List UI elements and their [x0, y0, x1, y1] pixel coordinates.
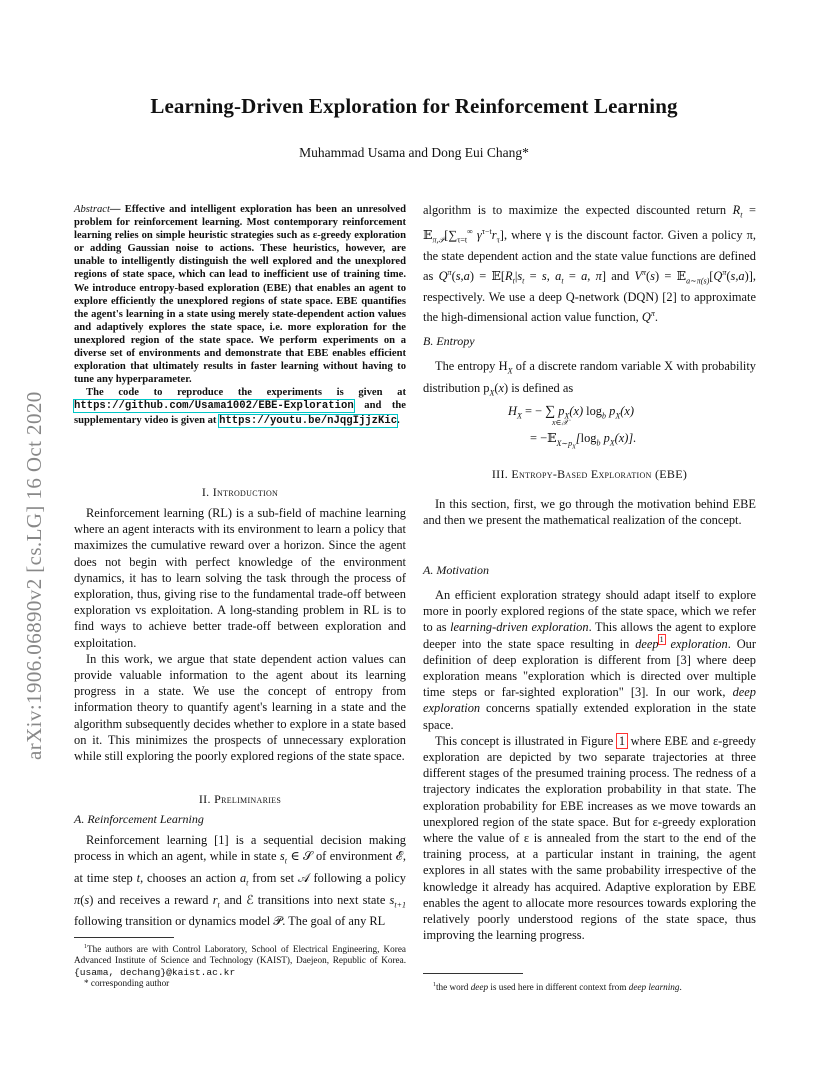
rl-text: following a policy: [309, 870, 406, 885]
section-number: II.: [198, 792, 211, 806]
rl-text: and: [219, 892, 247, 907]
abstract: [74, 203, 406, 428]
subsection-reinforcement-learning: A. Reinforcement Learning: [74, 812, 204, 826]
entropy-text: The entropy H: [435, 359, 508, 373]
footnote-deep: [423, 980, 756, 993]
code-text: The code to reproduce the experiments is given at: [86, 387, 406, 399]
footnote-affiliation: [74, 942, 406, 989]
footnote-emphasis: deep learning: [628, 982, 680, 993]
rl-text: of environment: [315, 849, 396, 864]
footnote-email: {usama, dechang}@kaist.ac.kr: [74, 966, 236, 978]
entropy-paragraph: The entropy $H_X$ of a discrete random variable X with probability distribution $p_X(x)$ is defined as: [423, 359, 757, 398]
rl-text: transitions into next state: [253, 892, 390, 907]
figure-ref-link[interactable]: 1: [618, 733, 626, 748]
entropy-equation: $H_X$ = − ∑ $p_X(x)$ $\log_b p_X(x)$ x∈𝒳 = $-𝔼_{X\sim p_X}[\log_b$ $p_X(x)$].: [508, 404, 637, 451]
rl-text: , where γ is the discount factor. Given a policy π, the state dependent action and the state value functions are defined as: [423, 227, 756, 283]
footnote-text: is used here in different context from: [488, 982, 629, 993]
entropy-text: is defined as: [508, 380, 574, 395]
motivation-text: . Our definition of deep exploration is different from [3] where deep exploration means "exploration which is directed over multiple time steps or far-sighted exploration" [3]. In our work,: [423, 636, 756, 700]
subsection-motivation: A. Motivation: [423, 563, 489, 577]
rl-text: , respectively. We use a deep Q-network (DQN) [2] to approximate the high-dimensional action value function,: [423, 268, 756, 324]
rl-text: . The goal of any RL: [282, 914, 386, 929]
footnote-rule: [423, 973, 523, 974]
motivation-emphasis: deep exploration: [423, 685, 756, 716]
motivation-text: where EBE and ε-greedy exploration are depicted by two separate trajectories at three different stages of the presumed training process. The redness of a trajectory indicates the exploration probability in that state. The exploration probability for EBE increases as we move towards an unexplored region of the state space. But for ε-greedy exploration where the value of ε is annealed from the start to the end of the training process, at a particular instant in training, the agent explores in all states with the same probability irrespective of the knowledge it already has acquired. Adaptive exploration by EBE enables the agent to allocate more resources towards exploring the relatively poorly understood regions of the state space, thus improving the learning progress.: [423, 733, 756, 943]
footnote-text: .: [679, 982, 682, 993]
motivation-body: [423, 587, 756, 943]
rl-text: , chooses an action: [140, 870, 240, 885]
section-heading-preliminaries: [74, 792, 406, 807]
section-number: I.: [201, 485, 210, 499]
footnote-text: The authors are with Control Laboratory, School of Electrical Engineering, Korea Advanced Institute of Science and Technology (KAIST), Daejeon, Republic of Korea.: [74, 944, 406, 966]
section-number: III.: [491, 467, 509, 481]
subsection-entropy: B. Entropy: [423, 334, 475, 348]
code-link[interactable]: https://github.com/Usama1002/EBE-Exploration: [74, 400, 354, 413]
section-title: Entropy-Based Exploration (EBE): [511, 467, 688, 481]
rl-continued: algorithm is to maximize the expected discounted return $R_t$ = $𝔼_{\pi,𝒫}[\sum_{\tau=t}^\infty$ $\gamma^{\tau-t}r_\tau$], where γ is the discount factor. Given a policy π, the state dependent action and the state value functions are defined as $Q^\pi(s,a)$ = $𝔼[R_t|s_t = s$, $a_t = a$, π] and $V^\pi(s)$ = $𝔼_{a\sim\pi(s)}[Q^\pi(s,a)]$, respectively. We use a deep Q-network (DQN) [2] to approximate the high-dimensional action value function, $Q^\pi$.: [423, 203, 756, 324]
motivation-text: This concept is illustrated in Figure: [435, 733, 617, 748]
motivation-emphasis: learning-driven exploration: [450, 620, 589, 635]
ebe-intro-paragraph: In this section, first, we go through the motivation behind EBE and then we present the mathematical realization of the concept.: [423, 497, 756, 528]
rl-text: Reinforcement learning [1] is a sequential decision making process in which an agent, while in state: [74, 833, 406, 864]
section-heading-introduction: [74, 485, 406, 500]
motivation-emphasis: deep: [635, 636, 659, 651]
intro-paragraph-1: Reinforcement learning (RL) is a sub-field of machine learning where an agent interacts with its environment to learn a policy that maximizes the cumulative reward over a horizon. Since the agent does not begin with perfect knowledge of the environment dynamics, it has to learn solving the task through the process of exploration, thus, giving rise to the fundamental trade-off between exploration vs exploitation. A long-standing problem in RL is to find ways to achieve better trade-off between exploration and exploitation.: [74, 506, 406, 650]
paper-title: Learning-Driven Exploration for Reinforcement Learning: [150, 94, 678, 118]
section-title: Introduction: [212, 485, 279, 499]
ebe-intro: [423, 496, 756, 528]
abstract-lead: Abstract: [74, 204, 110, 215]
video-link[interactable]: https://youtu.be/nJqgIjjzKic: [219, 414, 398, 427]
arxiv-stamp: arXiv:1906.06890v2 [cs.LG] 16 Oct 2020: [22, 391, 46, 760]
footnote-mark: 1: [433, 982, 436, 988]
abstract-text: — Effective and intelligent exploration has been an unresolved problem for reinforcement learning. Most contemporary reinforcement learning relies on simple heuristic strategies such as ε-greedy exploration or adding Gaussian noise to actions. These heuristics, however, are unable to intelligently distinguish the well explored and the unexplored regions of state space, which can lead to inefficient use of training time. We introduce entropy-based exploration (EBE) that enables an agent to explore efficiently the unexplored regions of state space. EBE quantifies the agent's learning in a state using merely state-dependent action values and adaptively explores the state space, i.e. more exploration for the unexplored region of the state space. We perform experiments on a diverse set of environments and demonstrate that EBE enables efficient exploration that ultimately results in faster learning without having to tune any hyperparameter.: [74, 204, 406, 386]
rl-text: algorithm is to maximize the expected discounted return: [423, 203, 733, 217]
section-heading-ebe: [423, 467, 756, 482]
rl-text: , at time step: [74, 849, 406, 885]
intro-paragraph-2: In this work, we argue that state dependent action values can provide valuable information to the agent about its learning progress in a state. We use the concept of entropy from information theory to quantify agent's learning in a state and the algorithm subsequently decides whether to explore in a state based on it. This minimizes the prospects of unnecessary exploration while still exploring the poorly explored regions of the state space.: [74, 651, 406, 764]
footnote-emphasis: deep: [470, 982, 489, 993]
footnote-corresponding: * corresponding author: [84, 977, 170, 988]
footnote-rule: [74, 937, 174, 938]
rl-text: following transition or dynamics model: [74, 914, 274, 929]
paper-authors: Muhammad Usama and Dong Eui Chang*: [299, 145, 529, 160]
code-period: .: [397, 414, 400, 426]
footnote-ref-link[interactable]: 1: [659, 635, 664, 645]
footnote-text: the word: [436, 982, 471, 993]
rl-paragraph: Reinforcement learning [1] is a sequential decision making process in which an agent, while in state $s_t$ ∈ 𝒮 of environment ℰ, at time step t, chooses an action $a_t$ from set 𝒜 following a policy π(s) and receives a reward $r_t$ and ℰ transitions into next state $s_{t+1}$ following transition or dynamics model 𝒫. The goal of any RL: [74, 833, 406, 929]
rl-text: and: [606, 268, 635, 283]
motivation-text: An efficient exploration strategy should adapt itself to explore more in poorly explored regions of the state space, which we refer to as: [423, 588, 756, 635]
rl-text: .: [654, 309, 658, 324]
motivation-text: concerns spatially extended exploration in the state space.: [423, 701, 756, 732]
section-title: Preliminaries: [214, 792, 282, 806]
motivation-text: . This allows the agent to explore deeper into the state space resulting in: [423, 620, 757, 651]
rl-text: and receives a reward: [93, 892, 213, 907]
motivation-emphasis: exploration: [664, 636, 728, 651]
entropy-text: of a discrete random variable X with probability distribution p: [423, 359, 757, 395]
footnote-mark: 1: [84, 944, 87, 950]
rl-text: from set: [252, 870, 298, 885]
introduction-body: [74, 505, 406, 764]
video-text: and the supplementary video is given at: [74, 400, 406, 426]
